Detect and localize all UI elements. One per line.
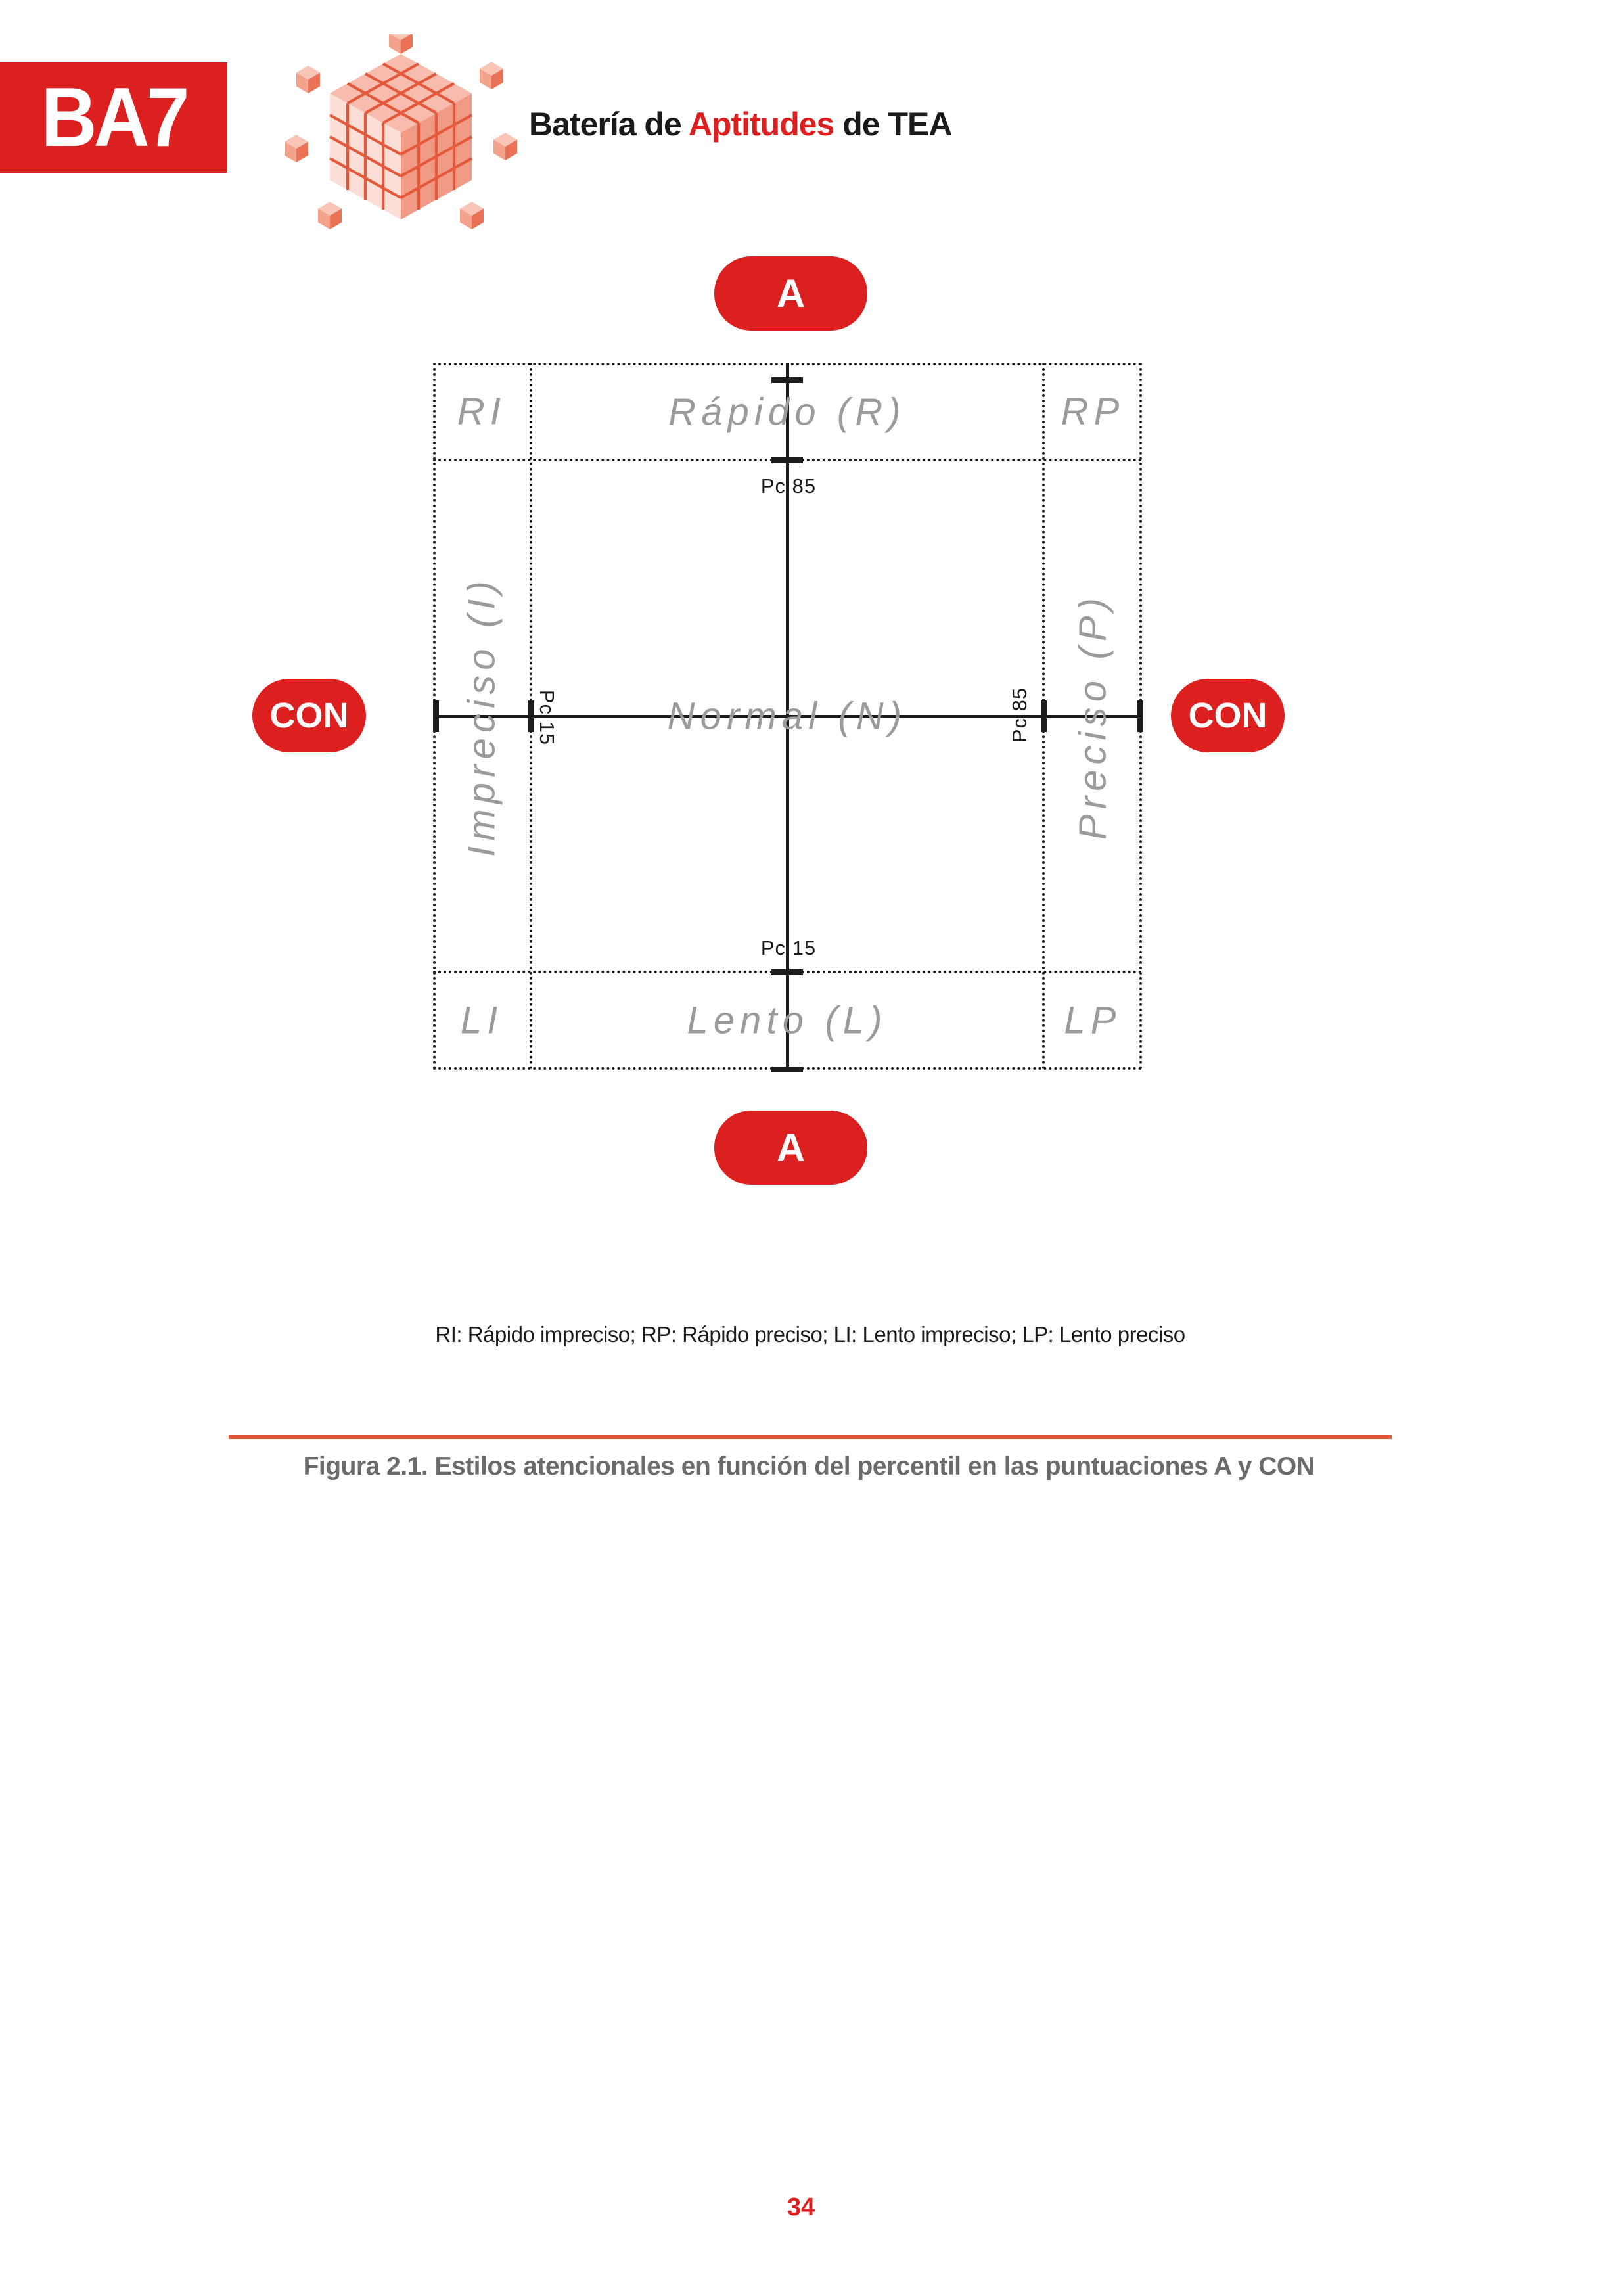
cube-graphic: [281, 34, 520, 231]
cell-label-impreciso: Impreciso (I): [460, 576, 503, 857]
axis-tick: [433, 700, 439, 732]
caption-divider-rule: [229, 1435, 1392, 1439]
badge-a-top: [714, 256, 867, 331]
badge-con-left-label: CON: [269, 696, 349, 735]
figure-legend: RI: Rápido impreciso; RP: Rápido preciso; LI: Lento impreciso; LP: Lento preciso: [435, 1322, 1185, 1346]
axis-tick: [1041, 700, 1047, 732]
bat7-logo-text: BA7: [41, 70, 187, 165]
badge-a-top-label: A: [776, 271, 806, 315]
page-number: 34: [787, 2193, 815, 2221]
page-title-suffix: de TEA: [834, 106, 952, 143]
badge-a-bottom: [714, 1111, 867, 1185]
tick-label-pc15-bottom: Pc 15: [760, 936, 817, 959]
figure-caption: Figura 2.1. Estilos atencionales en función del percentil en las puntuaciones A y CON: [303, 1452, 1315, 1481]
tick-label-pc15-left: Pc 15: [536, 689, 559, 746]
cell-label-lp: LP: [1064, 999, 1122, 1042]
axis-tick: [528, 700, 534, 732]
badge-a-bottom-label: A: [776, 1126, 806, 1170]
page-title: [529, 104, 952, 145]
cell-label-normal: Normal (N): [667, 695, 907, 738]
page-title-highlight: Aptitudes: [688, 106, 834, 143]
cell-label-lento: Lento (L): [687, 999, 888, 1042]
cell-label-rapido: Rápido (R): [668, 390, 906, 434]
cell-label-li: LI: [460, 999, 503, 1042]
axis-tick: [771, 969, 803, 975]
badge-con-right: [1171, 679, 1285, 752]
axis-tick: [771, 1067, 803, 1072]
badge-con-right-label: CON: [1188, 696, 1267, 735]
badge-con-left: [252, 679, 366, 752]
tick-label-pc85-top: Pc 85: [760, 474, 817, 497]
cell-label-preciso: Preciso (P): [1071, 592, 1114, 840]
page-title-prefix: Batería de: [529, 106, 689, 143]
cell-label-rp: RP: [1061, 390, 1125, 433]
bat7-logo: [0, 62, 227, 173]
axis-tick: [771, 457, 803, 463]
axis-tick: [1137, 700, 1143, 732]
cell-label-ri: RI: [457, 390, 507, 433]
axis-tick: [771, 377, 803, 383]
tick-label-pc85-right: Pc 85: [1008, 687, 1031, 743]
